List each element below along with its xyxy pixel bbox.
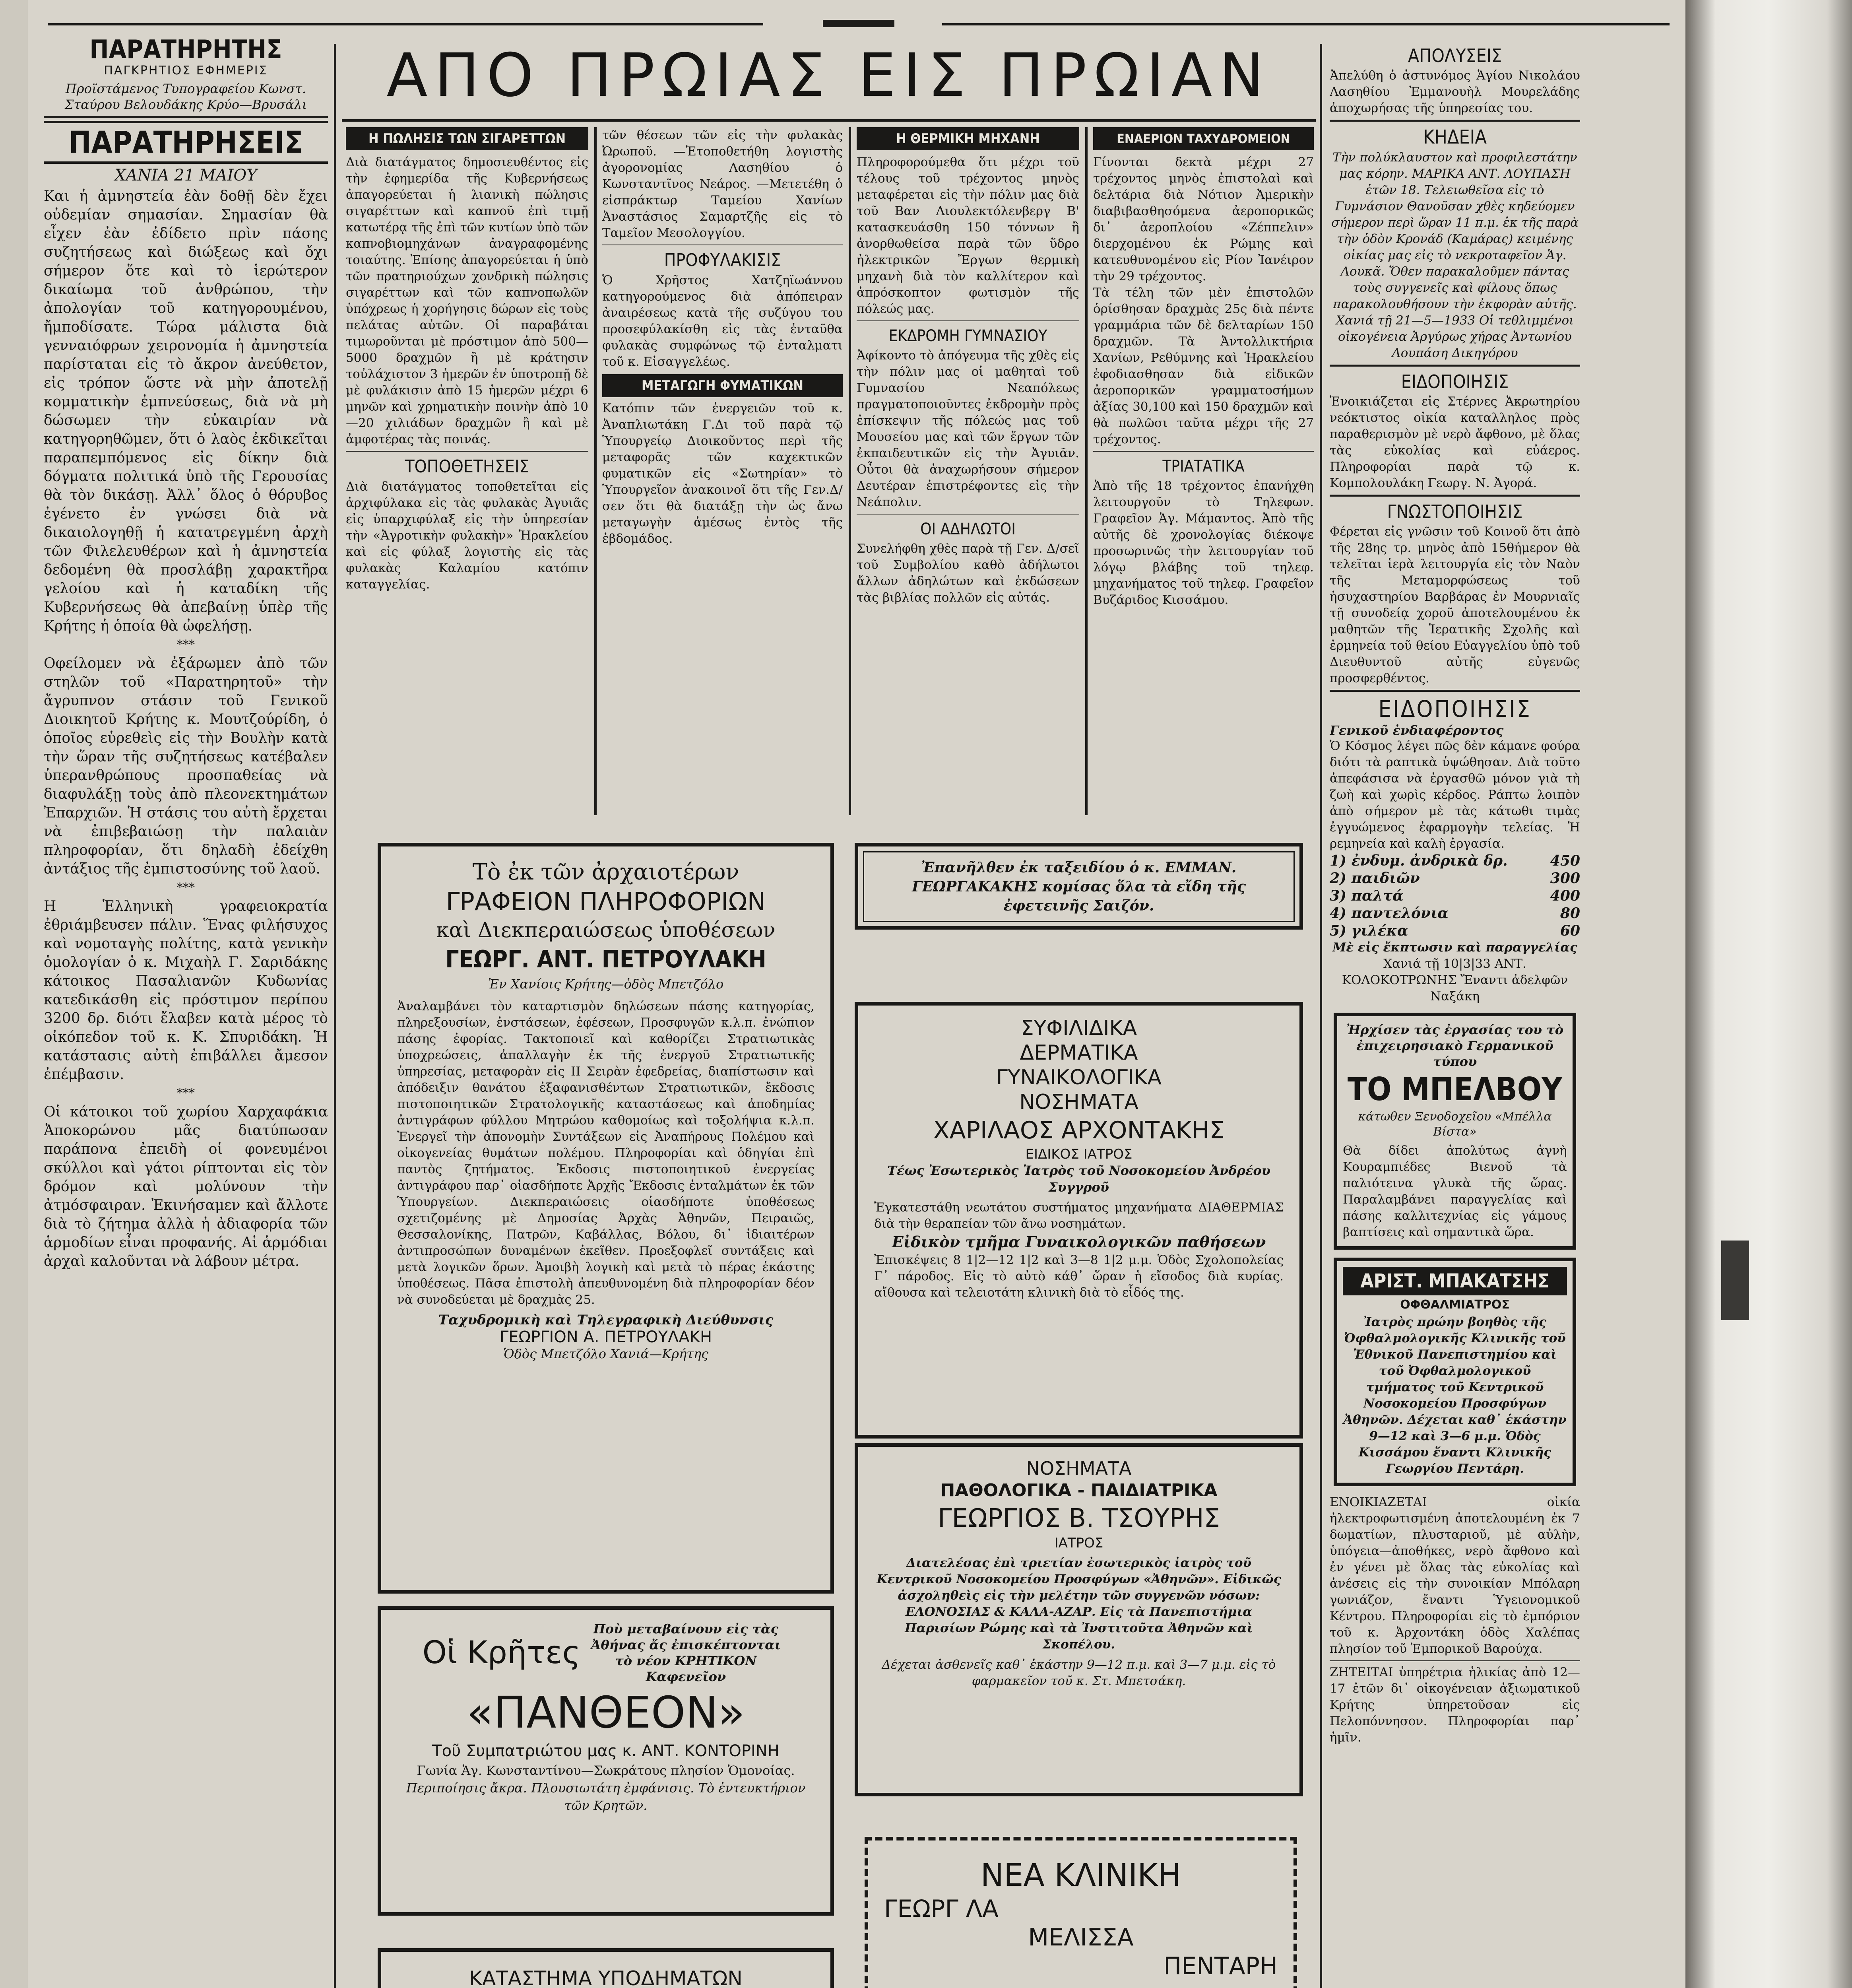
price-item: 4) παντελόνια (1330, 905, 1449, 922)
price-value: 60 (1560, 922, 1580, 939)
article-body: Ἀπελύθη ὁ ἀστυνόμος Ἁγίου Νικολάου Λασηθίου Ἐμμανουὴλ Μουρελάδης ἀποχωρήσας τῆς ὑπηρεσίας του. (1330, 68, 1580, 115)
section-heading: ΠΑΡΑΤΗΡΗΣΕΙΣ (44, 121, 328, 164)
binding-spine (1685, 0, 1852, 1988)
ad-tsouris: ΝΟΣΗΜΑΤΑ ΠΑΘΟΛΟΓΙΚΑ - ΠΑΙΔΙΑΤΡΙΚΑ ΓΕΩΡΓΙΟΣ Β. ΤΣΟΥΡΗΣ ΙΑΤΡΟΣ Διατελέσας ἐπὶ τριετίαν ἐσωτερικὸς ἰατρὸς τοῦ Κεντρικοῦ Νοσοκομείου Προσφύγων «Ἀθηνῶν». Εἰδικῶς ἀσχοληθεὶς εἰς τὴν μελέτην τῶν συγγενῶν νόσων: ΕΛΟΝΟΣΙΑΣ & ΚΑΛΑ-ΑΖΑΡ. Εἰς τὰ Πανεπιστήμια Παρισίων Ρώμης καὶ τὰ Ἰνστιτοῦτα Ἀθηνῶν καὶ Σκοπέλου. Δέχεται ἀσθενεῖς καθ᾽ ἑκάστην 9—12 π.μ. καὶ 3—7 μ.μ. εἰς τὸ φαρμακεῖον τοῦ κ. Στ. Μπετσάκη. (855, 1443, 1303, 1796)
ad-belvou: Ἠρχίσεν τὰς ἐργασίας του τὸ ἐπιχειρησιακὸ Γερμανικοῦ τύπου ΤΟ ΜΠΕΛΒΟΥ κάτωθεν Ξενοδοχεῖου «Μπέλλα Βίστα» Θὰ δίδει ἀπολύτως ἁγνὴ Κουραμπιέδες Βιενοῦ τὰ παλιότεινα γλυκὰ τῆς ὥρας. Παραλαμβάνει παραγγελίας καὶ πάσης καλλιτεχνίας εἰς γάμους βαπτίσεις καὶ σημαντικὰ ὥρα. (1334, 1013, 1576, 1250)
article-heading: ΠΡΟΦΥΛΑΚΙΣΙΣ (664, 250, 781, 270)
article-body: Ἐνοικιάζεται εἰς Στέρνες Ἀκρωτηρίου νεόκτιστος οἰκία καταλληλος πρὸς παραθερισμὸν μὲ νερὸ ἄφθονο, μὲ ὅλας τὰς εὐκολίας καὶ εὐάερος. Πληροφορίαι παρὰ τῷ κ. Κομπολουλάκη Γεωργ. Ν. Ἀγορά. (1330, 394, 1580, 490)
article-body: Ὁ Κόσμος λέγει πῶς δὲν κάμανε φούρα διότι τὰ ραπτικὰ ὑψώθησαν. Διὰ τοῦτο ἀπεφάσισα νὰ ἐργασθῶ μόνον γιὰ τὴ ζωὴ καὶ χωρὶς κέρδος. Ράπτω λοιπὸν ἀπὸ σήμερον μὲ τὰς κάτωθι τιμὰς ἐγγυώμενος ἐφαρμογὴν τελείας. Ἡ ρεμηνεία καὶ καλὴ ἐργασία. (1330, 739, 1580, 851)
ad-lymperakis: ΚΑΤΑΣΤΗΜΑ ΥΠΟΔΗΜΑΤΩΝ (378, 1948, 834, 1988)
article-body: Φέρεται εἰς γνῶσιν τοῦ Κοινοῦ ὅτι ἀπὸ τῆς 28ης τρ. μηνὸς ἀπὸ 15θήμερον θὰ τελεῖται ἱερὰ λειτουργία εἰς τὸν Ναὸν τῆς Μεταμορφώσεως τοῦ ἡσυχαστηρίου Βαρβάρας ἐν Μουρνιαῖς τῇ συνοδείᾳ χοροῦ ἀποτελουμένου ἐκ μαθητῶν τῆς Ἱερατικῆς Σχολῆς καὶ ἐρμηνεία τοῦ θείου Εὐαγγελίου ὑπὸ τοῦ Διευθυντοῦ αὐτῆς εὐγενῶς προσφερθέντος. (1330, 524, 1580, 685)
ad-archontakis: ΣΥΦΙΛΙΔΙΚΑ ΔΕΡΜΑΤΙΚΑ ΓΥΝΑΙΚΟΛΟΓΙΚΑ ΝΟΣΗΜΑΤΑ ΧΑΡΙΛΑΟΣ ΑΡΧΟΝΤΑΚΗΣ ΕΙΔΙΚΟΣ ΙΑΤΡΟΣ Τέως Ἐσωτερικὸς Ἰατρὸς τοῦ Νοσοκομείου Ἀνδρέου Συγγροῦ Ἐγκατεστάθη νεωτάτου συστήματος μηχανήματα ΔΙΑΘΕΡΜΙΑΣ διὰ τὴν θεραπείαν τῶν ἄνω νοσημάτων. Εἰδικὸν τμῆμα Γυναικολογικῶν παθήσεων Ἐπισκέψεις 8 1|2—12 1|2 καὶ 3—8 1|2 μ.μ. Ὁδὸς Σχολοπολείας Γ᾽ πάροδος. Εἰς τὸ αὐτὸ κάθ᾽ ὥραν ἡ εἴσοδος διὰ κυρίας. αἴθουσα καὶ τελειοτάτη κλινικὴ διὰ τὸ εἶδός της. (855, 1002, 1303, 1439)
price-value: 400 (1550, 887, 1580, 904)
ad-bakatsis: ΑΡΙΣΤ. ΜΠΑΚΑΤΣΗΣ ΟΦΘΑΛΜΙΑΤΡΟΣ Ἰατρὸς πρώην βοηθὸς τῆς Ὀφθαλμολογικῆς Κλινικῆς τοῦ Ἐθνικοῦ Πανεπιστημίου καὶ τοῦ Ὀφθαλμολογικοῦ τμήματος τοῦ Κεντρικοῦ Νοσοκομείου Προσφύγων Ἀθηνῶν. Δέχεται καθ᾽ ἑκάστην 9—12 καὶ 3—6 μ.μ. Ὁδὸς Κισσάμου ἔναντι Κλινικῆς Γεωργίου Πεντάρη. (1334, 1258, 1576, 1486)
paper-name: ΠΑΡΑΤΗΡΗΤΗΣ (89, 36, 282, 64)
column-6 (1330, 44, 1580, 1988)
column-2 (346, 127, 588, 819)
article-heading: ΜΕΤΑΓΩΓΗ ΦΥΜΑΤΙΚΩΝ (602, 374, 843, 397)
top-rule (48, 16, 1670, 32)
article-heading: ΕΝΑΕΡΙΟΝ ΤΑΧΥΔΡΟΜΕΙΟΝ (1093, 127, 1314, 150)
ad-pantheon: Οἱ Κρῆτες Ποὺ μεταβαίνουν εἰς τὰς Ἀθήνας ἄς ἐπισκέπτονται τὸ νέον ΚΡΗΤΙΚΟΝ Καφενεῖον «ΠΑΝΘΕΟΝ» Τοῦ Συμπατριώτου μας κ. ΑΝΤ. ΚΟΝΤΟΡΙΝΗ Γωνία Ἁγ. Κωνσταντίνου—Σωκράτους πλησίον Ὁμονοίας. Περιποίησις ἄκρα. Πλουσιωτάτη ἐμφάνισις. Τὸ ἐντευκτήριον τῶν Κρητῶν. (378, 1606, 834, 1916)
column-rule (334, 44, 336, 1988)
article-body: Μὲ εἰς ἔκπτωσιν καὶ παραγγελίας (1332, 940, 1577, 955)
article-body: Ἀπὸ τῆς 18 τρέχοντος ἐπανήχθη λειτουργοῦν τὸ Τηλεφων. Γραφεῖον Ἁγ. Μάμαντος. Ἀπὸ τῆς αὐτῆς δὲ χρονολογίας διέκοψε προσωρινῶς τὴν λειτουργίαν τοῦ λόγῳ βλάβης τοῦ τηλεφ. μηχανήματος τοῦ τηλεφ. Γραφεῖον Βυζάριδος Κισσάμου. (1093, 479, 1314, 607)
article-body: Οἱ κάτοικοι τοῦ χωρίου Χαρχαφάκια Ἀποκορώνου μᾶς διατύπωσαν παράπονα ἐπειδὴ οἱ φονευμένοι σκύλλοι καὶ γάτοι ρίπτονται εἰς τὸν δρόμον καὶ μολύνουν τὴν ἀτμόσφαιραν. Ἐκινήσαμεν καὶ ἄλλοτε διὰ τὸ ζήτημα ἀλλὰ ἡ ἀδιαφορία τῶν ἁρμοδίων εἶναι προφανής. Αἱ ἁρμόδιαι ἀρχαὶ καλοῦνται νὰ λάβουν μέτρα. (44, 1104, 328, 1270)
article-heading: ΕΚΔΡΟΜΗ ΓΥΜΝΑΣΙΟΥ (888, 327, 1047, 345)
article-body: ΖΗΤΕΙΤΑΙ ὑπηρέτρια ἡλικίας ἀπὸ 12—17 ἐτῶν δι᾽ οἰκογένειαν ἀξιωματικοῦ Κρήτης ὑπηρετοῦσαν εἰς Πελοπόννησον. Πληροφορίαι παρ᾽ ἡμῖν. (1330, 1665, 1580, 1745)
ad-nea-kliniki: ΝΕΑ ΚΛΙΝΙΚΗ ΓΕΩΡΓ ΛΑ ΜΕΛΙΣΣΑ ΠΕΝΤΑΡΗ (865, 1837, 1297, 1988)
ad-petroulakis: Τὸ ἐκ τῶν ἀρχαιοτέρων ΓΡΑΦΕΙΟΝ ΠΛΗΡΟΦΟΡΙΩΝ καὶ Διεκπεραιώσεως ὑποθέσεων ΓΕΩΡΓ. ΑΝΤ. ΠΕΤΡΟΥΛΑΚΗ Ἐν Χανίοις Κρήτης—ὁδὸς Μπετζόλο Ἀναλαμβάνει τὸν καταρτισμὸν δηλώσεων πάσης κατηγορίας, πληρεξουσίων, ἐνστάσεων, ἐφέσεων, Προσφυγῶν κ.λ.π. ἐνώπιον πάσης ἐφορίας. Τακτοποιεῖ καὶ καθορίζει Στρατιωτικὰς ὑποχρεώσεις, ἀπαλλαγὴν ἐκ τῆς ἐνεργοῦ Στρατιωτικῆς ὑπηρεσίας, μεταφορὰν εἰς ΙΙ Σειρὰν ἐφεδρείας, διαπίστωσιν καὶ ἀπόδειξιν θανάτου ἐξαφανισθέντων Στρατιωτικῶν, ἔκδοσις πιστοποιητικῶν Στρατολογικῆς καταστάσεως καὶ ἀποδημίας ἀντιγράφων φύλλου Μητρώου καθομοίως καὶ τοξολήψια κ.λ.π. Ἐνεργεῖ τὴν ἀπονομὴν Συντάξεων εἰς Ἀναπήρους Πολέμου καὶ οἰκογενείας θυμάτων πολέμου. Πληροφορίαι καὶ ὁδηγίαι ἐπὶ παντὸς ζητήματος. Ἐκδοσις πιστοποιητικοῦ ἐνεργείας ἀντιγράφου παρ᾽ οἱασδήποτε Ἀρχῆς Ἔκδοσις ἐνταλμάτων ἐκ τῶν Ὑπουργείων. Διεκπεραιώσεις οἱασδήποτε ὑποθέσεως σχετιζομένης μὲ Δημοσίας Ἀρχὰς Ἀθηνῶν, Πειραιῶς, Θεσσαλονίκης, Πατρῶν, Καβάλλας, Βόλου, δι᾽ ἰδιαιτέρων ἀντιπροσώπων δυναμένων ἐκεῖθεν. Προεξοφλεῖ συντάξεις καὶ μετὰ λογικῶν ὅρων. Ἀμοιβὴ λογικὴ καὶ μετὰ τὸ πέρας ἑκάστης ὑποθέσεως. Πᾶσα ἐπιστολὴ ἀπευθυνομένη διὰ πληροφορίαν δέον νὰ συνοδεύεται μὲ δραχμὰς 25. Ταχυδρομικὴ καὶ Τηλεγραφικὴ Διεύθυνσις ΓΕΩΡΓΙΟΝ Α. ΠΕΤΡΟΥΛΑΚΗ Ὁδὸς Μπετζόλο Χανιά—Κρήτης (378, 843, 834, 1594)
article-body: Οφείλομεν νὰ ἐξάρωμεν ἀπὸ τῶν στηλῶν τοῦ «Παρατηρητοῦ» τὴν ἄγρυπνον στάσιν τοῦ Γενικοῦ Διοικητοῦ Κρήτης κ. Μουτζούρίδη, ὁ ὁποῖος εὑρεθεὶς εἰς τὴν Βουλὴν κατὰ τὴν ὥραν τῆς συζητήσεως κατέβαλεν ὑπερανθρώπους προσπαθείας νὰ διαφυλάξῃ τοὺς ἀπὸ πλεονεκτημάτων Ἐπαρχιῶν. Ἡ στάσις του αὐτὴ ἔρχεται νὰ ἐπιβεβαιώσῃ τὴν παλαιὰν πληροφορίαν, ὅτι δηλαδὴ ἐδείχθη ἀντάξιος τῆς ἐμπιστοσύνης τοῦ λαοῦ. (44, 655, 328, 877)
column-3 (602, 127, 843, 819)
article-subheading: Γενικοῦ ἐνδιαφέροντος (1330, 723, 1504, 738)
price-item: 5) γιλέκα (1330, 922, 1408, 939)
price-value: 300 (1550, 870, 1580, 887)
article-body: Συνελήφθη χθὲς παρὰ τῇ Γεν. Δ/σεῖ τοῦ Συμβολίου καθὸ ἀδήλωτοι ἄλλων ἀδηλώτων καὶ ἐκδώσεων τὰς βιβλίας πολλῶν εἰς αὐτάς. (857, 542, 1079, 605)
price-value: 450 (1550, 852, 1580, 869)
price-list (1330, 852, 1580, 940)
article-body: Διὰ διατάγματος τοποθετεῖται εἰς ἀρχιφύλακα εἰς τὰς φυλακὰς Ἀγυιᾶς εἰς ὑπαρχιφύλαξ εἰς τὴν ὑπηρεσίαν τὴν «Ἀγροτικὴν φυλακὴν» Ἡρακλείου καὶ εἰς φύλαξ λογιστὴς εἰς τὰς φυλακὰς Καλαμίου κατόπιν καταγγελίας. (346, 480, 588, 592)
article-heading: ΚΗΔΕΙΑ (1423, 126, 1487, 148)
paper-staff: Προϊστάμενος Τυπογραφείου Κωνστ. Σταύρου Βελουδάκης Κρύο—Βρυσάλι (64, 81, 307, 112)
article-body: Γίνονται δεκτὰ μέχρι 27 τρέχοντος μηνὸς ἐπιστολαὶ καὶ δελτάρια διὰ Νότιον Ἀμερικὴν διαβιβασθησόμενα ἀεροπορικῶς δι᾽ ἀεροπλοίου «Ζέππελιν» διερχομένου ἐκ Ρώμης καὶ κατευθυνομένου εἰς Ρίον Ἰανέιρον τὴν 29 τρέχοντος. (1093, 155, 1314, 283)
article-body: Ἀφίκοντο τὸ ἀπόγευμα τῆς χθὲς εἰς τὴν πόλιν μας οἱ μαθηταὶ τοῦ Γυμνασίου Νεαπόλεως πραγματοποιοῦντες ἐκδρομὴν πρὸς ἐπίσκεψιν τῆς πόλεώς μας τοῦ Μουσείου μας καὶ τῶν ἔργων τῶν ἐκπαιδευτικῶν εἰς τὴν Ἀγυιᾶν. Οὗτοι θὰ ἀναχωρήσουν σήμερον Δευτέραν ἐπιστρέφοντες εἰς τὴν Νεάπολιν. (857, 348, 1079, 509)
price-value: 80 (1560, 905, 1580, 922)
article-body: Διὰ διατάγματος δημοσιευθέντος εἰς τὴν ἐφημερίδα τῆς Κυβερνήσεως ἀπαγορεύεται ἡ λιανικὴ πώλησις σιγαρέττων καὶ καπνοῦ ἐπὶ τιμῇ κατωτέρᾳ τῆς ἐπὶ τῶν κυτίων ὑπὸ τῶν καπνοβιομηχάνων ἀναγραφομένης τοιαύτης. Ἐπίσης ἀπαγορεύεται ἡ ὑπὸ τῶν πρατηριούχων χονδρικὴ πώλησις σιγαρέττων καὶ τῶν καπνοπωλῶν ὑπόχρεως ἡ χορήγησις δώρων εἰς τοὺς πελάτας αὐτῶν. Οἱ παραβάται τιμωροῦνται μὲ πρόστιμον ἀπὸ 500—5000 δραχμῶν ἢ μὲ κράτησιν τοὐλάχιστον 3 ἡμερῶν ἐν ὑποτροπῇ δὲ μὲ φυλάκισιν ἀπὸ 15 ἡμερῶν μέχρι 6 μηνῶν καὶ χρηματικὴν ποινὴν ἀπὸ 10—20 χιλιάδων δραχμῶν ἢ καὶ μὲ ἀμφοτέρας τὰς ποινάς. (346, 155, 588, 447)
column-1: ΠΑΡΑΤΗΡΗΤΗΣ ΠΑΓΚΡΗΤΙΟΣ ΕΦΗΜΕΡΙΣ Προϊστάμενος Τυπογραφείου Κωνστ. Σταύρου Βελουδάκης Κρύο—Βρυσάλι ΠΑΡΑΤΗΡΗΣΕΙΣ ΧΑΝΙΑ 21 ΜΑΙΟΥ Και ἡ ἀμνηστεία ἐὰν δοθῇ δὲν ἔχει οὐδεμίαν σημασίαν. Σημασίαν θὰ εἶχεν ἐὰν ἐδίδετο πρὶν πάσης συζητήσεως καὶ διώξεως καὶ ὄχι σήμερον ὅτε καὶ τὸ ἱερώτερον δικαίωμα τοῦ ἀνθρώπου, τὴν ἀπολογίαν τοῦ κατηγορουμένου, ἤμποδίσατε. Τώρα μάλιστα διὰ γενναιόφρων χειρονομία ἡ ἀμνηστεία παρίσταται εἰς τὸ ἄκρον ἀνεύθετον, εἰς τρόπον ὥστε νὰ μὴν ἀποτελῇ κομματικὴν ἐμπνεύσεως, διὰ νὰ μὴ δώσωμεν τὴν εὐκαιρίαν νὰ κατηγορηθῶμεν, ὅτι ὁ λαὸς ἐκδικεῖται παραπεμπόμενος εἰς δίκην διὰ δόγματα πολιτικά ὑπὸ τῆς Γερουσίας θὰ τὸν δικάσῃ. Ἀλλ᾽ ὅλος ὁ θόρυβος ἐγένετο ἐν γνώσει διὰ νὰ δικαιολογηθῇ ἡ κατατρεγμένη ἀρχὴ τῶν Φιλελευθέρων καὶ ἡ ἀμνηστεία δεδομένη θὰ προσλάβῃ χαρακτῆρα γελοίου καὶ ἡ καταδίκη τῆς Κυβερνήσεως θὰ ἀπεβαίνῃ ὑπὲρ τῆς Κρήτης ἡ ὁποία θὰ ὠφελήσῃ. *** Οφείλομεν νὰ ἐξάρωμεν ἀπὸ τῶν στηλῶν τοῦ «Παρατηρητοῦ» τὴν ἄγρυπνον στάσιν τοῦ Γενικοῦ Διοικητοῦ Κρήτης κ. Μουτζούρίδη, ὁ ὁποῖος εὑρεθεὶς εἰς τὴν Βουλὴν κατὰ τὴν ὥραν τῆς συζητήσεως κατέβαλεν ὑπερανθρώπους προσπαθείας νὰ διαφυλάξῃ τοὺς ἀπὸ πλεονεκτημάτων Ἐπαρχιῶν. Ἡ στάσις του αὐτὴ ἔρχεται νὰ ἐπιβεβαιώσῃ τὴν παλαιὰν πληροφορίαν, ὅτι δηλαδὴ ἐδείχθη ἀντάξιος τῆς ἐμπιστοσύνης τοῦ λαοῦ. *** Η Ἑλληνικὴ γραφειοκρατία ἐθριάμβευσεν πάλιν. Ἕνας φιλήσυχος καὶ νομοταγὴς πολίτης, κατὰ γενικὴν ὁμολογίαν ὁ κ. Μιχαὴλ Γ. Σαριδάκης κάτοικος Πασαλιανῶν Κυδωνίας κατεδικάσθη εἰς πρόστιμον περίπου 3200 δρ. διότι ἔλαβεν κατὰ μέρος τὸ οἰκόπεδον τοῦ κ. Κ. Σπυριδάκη. Ἡ κατάστασις αὐτὴ ἐπιβάλλει ἄμεσον ἐπέμβασιν. *** Οἱ κάτοικοι τοῦ χωρίου Χαρχαφάκια Ἀποκορώνου μᾶς διατύπωσαν παράπονα ἐπειδὴ οἱ φονευμένοι σκύλλοι καὶ γάτοι ρίπτονται εἰς τὸν δρόμον καὶ μολύνουν τὴν ἀτμόσφαιραν. Ἐκινήσαμεν καὶ ἄλλοτε διὰ τὸ ζήτημα ἀλλὰ ἡ ἀδιαφορία τῶν ἁρμοδίων εἶναι προφανής. Αἱ ἁρμόδιαι ἀρχαὶ καλοῦνται νὰ λάβουν μέτρα. (44, 36, 328, 1988)
article-heading: ΑΠΟΛΥΣΕΙΣ (1408, 45, 1502, 66)
article-heading: ΕΙΔΟΠΟΙΗΣΙΣ (1378, 695, 1532, 722)
left-margin-strip (0, 0, 28, 1988)
price-item: 1) ἐνδυμ. ἀνδρικὰ δρ. (1330, 852, 1508, 869)
column-4 (857, 127, 1079, 819)
article-body: Και ἡ ἀμνηστεία ἐὰν δοθῇ δὲν ἔχει οὐδεμίαν σημασίαν. Σημασίαν θὰ εἶχεν ἐὰν ἐδίδετο πρὶν πάσης συζητήσεως καὶ διώξεως καὶ ὄχι σήμερον ὅτε καὶ τὸ ἱερώτερον δικαίωμα τοῦ ἀνθρώπου, τὴν ἀπολογίαν τοῦ κατηγορουμένου, ἤμποδίσατε. Τώρα μάλιστα διὰ γενναιόφρων χειρονομία ἡ ἀμνηστεία παρίσταται εἰς τὸ ἄκρον ἀνεύθετον, εἰς τρόπον ὥστε νὰ μὴν ἀποτελῇ κομματικὴν ἐμπνεύσεως, διὰ νὰ μὴ δώσωμεν τὴν εὐκαιρίαν νὰ κατηγορηθῶμεν, ὅτι ὁ λαὸς ἐκδικεῖται παραπεμπόμενος εἰς δίκην διὰ δόγματα πολιτικά ὑπὸ τῆς Γερουσίας θὰ τὸν δικάσῃ. Ἀλλ᾽ ὅλος ὁ θόρυβος ἐγένετο ἐν γνώσει διὰ νὰ δικαιολογηθῇ ἡ κατατρεγμένη ἀρχὴ τῶν Φιλελευθέρων καὶ ἡ ἀμνηστεία δεδομένη θὰ προσλάβῃ χαρακτῆρα γελοίου καὶ ἡ καταδίκη τῆς Κυβερνήσεως θὰ ἀπεβαίνῃ ὑπὲρ τῆς Κρήτης ἡ ὁποία θὰ ὠφελήσῃ. (44, 188, 328, 634)
price-row (1330, 905, 1580, 922)
article-heading: ΤΟΠΟΘΕΤΗΣΕΙΣ (405, 456, 529, 477)
article-heading: ΤΡΙΑΤΑΤΙΚΑ (1162, 457, 1245, 476)
price-row (1330, 922, 1580, 940)
article-body: Τὰ τέλη τῶν μὲν ἐπιστολῶν ὁρίσθησαν δραχμὰς 25ς διὰ πέντε γραμμάρια τῶν δὲ δελταρίων 150 δραχμῶν. Τὰ Ἀντολλικτήρια Χανίων, Ρεθύμνης καὶ Ἡρακλείου ἐφοδιασθησαν διὰ εἰδικῶν ἀεροπορικῶν γραμματοσήμων ἀξίας 30,100 καὶ 150 δραχμῶν καὶ θὰ πωλῶσι ταῦτα μέχρι τῆς 27 τρέχοντος. (1093, 285, 1314, 447)
article-heading: Η ΘΕΡΜΙΚΗ ΜΗΧΑΝΗ (857, 127, 1079, 150)
article-body: Κατόπιν τῶν ἐνεργειῶν τοῦ κ. Ἀναπλιωτάκη Γ.Δι τοῦ παρὰ τῷ Ὑπουργείῳ Διοικοῦντος περὶ τῆς μεταφορᾶς τῶν καχεκτικῶν φυματικῶν εἰς «Σωτηρίαν» τὸ Ὑπουργεῖον ἀνακοινοῖ ὅτι τῆς Γεν.Δ/σεν ὅτι θὰ διατάξῃ τὴν ὡς ἄνω μεταγωγὴν ἀμέσως ἐντὸς τῆς ἑβδομάδος. (602, 401, 843, 546)
signature: Χανιά τῇ 21—5—1933 Οἱ τεθλιμμένοι οἰκογένεια Ἀργύρως χήρας Ἀντωνίου Λουπάση Δικηγόρου (1336, 313, 1574, 360)
article-heading: ΕΙΔΟΠΟΙΗΣΙΣ (1401, 371, 1509, 392)
article-heading: ΟΙ ΑΔΗΛΩΤΟΙ (920, 520, 1016, 538)
ad-georgakakis: Ἐπανῆλθεν ἐκ ταξειδίου ὁ κ. ΕΜΜΑΝ. ΓΕΩΡΓΑΚΑΚΗΣ κομίσας ὅλα τὰ εἴδη τῆς ἐφετεινῆς Σαιζόν. (855, 843, 1303, 930)
dateline: ΧΑΝΙΑ 21 ΜΑΙΟΥ (114, 166, 257, 184)
paper-tagline: ΠΑΓΚΡΗΤΙΟΣ ΕΦΗΜΕΡΙΣ (104, 64, 268, 78)
article-body: ΕΝΟΙΚΙΑΖΕΤΑΙ οἰκία ἠλεκτροφωτισμένη ἀποτελουμένη ἐκ 7 δωματίων, πλυσταριοῦ, μὲ αὐλὴν, ὑπόγεια—ἀποθήκες, νερὸ ἄφθονο καὶ ἐν γένει μὲ ὅλας τὰς εὐκολίας καὶ ἀνέσεις εἰς τὴν συνοικίαν Μπόλαρη γωνιάζον, ἔναντι Ὑγειονομικοῦ Κέντρου. Πληροφορίαι εἰς τὸ ἐμπόριον τοῦ κ. Ἀρχοντάκη ὁδὸς Χαλέπας πλησίον τοῦ Ἐμπορικοῦ Βαρούχα. (1330, 1495, 1580, 1656)
column-rule (594, 127, 597, 815)
price-item: 3) παλτά (1330, 887, 1404, 904)
article-body: Ὁ Χρῆστος Χατζηϊωάννου κατηγορούμενος διὰ ἀπόπειραν ἀναιρέσεως κατὰ τῆς συζύγου του προσεφύλακίσθη εἰς τὰς ἐνταῦθα φυλακὰς συμφώνως τῷ ἐνταλματι τοῦ κ. Εἰσαγγελέως. (602, 273, 843, 369)
column-5 (1093, 127, 1314, 819)
price-row (1330, 887, 1580, 905)
column-rule (849, 127, 851, 815)
column-rule (1320, 44, 1322, 1988)
column-rule (1085, 127, 1088, 815)
article-body: τῶν θέσεων τῶν εἰς τὴν φυλακὰς Ὠρωποῦ. —Ἐτοποθετήθη λογιστὴς ἀγορονομίας Λασηθίου ὁ Κωνσταντῖνος Νεάρος. —Μετετέθη ὁ εἰσπράκτωρ Ταμείου Χανίων Ἀναστάσιος Σαμαρτζῆς εἰς τὸ Ταμεῖον Μεσολογγίου. (602, 128, 843, 240)
article-body: Πληροφορούμεθα ὅτι μέχρι τοῦ τέλους τοῦ τρέχοντος μηνὸς μεταφέρεται εἰς τὴν πόλιν μας διὰ τοῦ Βαν Λιουλεκτόλενβεργ Β' κατασκευάσθη 150 τόννων ἢ ἀνορθωθείσα παρὰ τῶν ὕδρο ἠλεκτρικῶν Ἔργων θερμικὴ μηχανὴ διὰ τὸν καλλίτερον καὶ ἀπρόσκοπτον φωτισμὸν τῆς πόλεώς μας. (857, 155, 1079, 316)
article-heading: ΓΝΩΣΤΟΠΟΙΗΣΙΣ (1387, 501, 1523, 522)
signature: Χανιά τῇ 10|3|33 ΑΝΤ. ΚΟΛΟΚΟΤΡΩΝΗΣ Ἔναντι ἀδελφῶν Ναξάκη (1342, 957, 1568, 1004)
price-item: 2) παιδιῶν (1330, 870, 1420, 887)
article-body: Η Ἑλληνικὴ γραφειοκρατία ἐθριάμβευσεν πάλιν. Ἕνας φιλήσυχος καὶ νομοταγὴς πολίτης, κατὰ γενικὴν ὁμολογίαν ὁ κ. Μιχαὴλ Γ. Σαριδάκης κάτοικος Πασαλιανῶν Κυδωνίας κατεδικάσθη εἰς πρόστιμον περίπου 3200 δρ. διότι ἔλαβεν κατὰ μέρος τὸ οἰκόπεδον τοῦ κ. Κ. Σπυριδάκη. Ἡ κατάστασις αὐτὴ ἐπιβάλλει ἄμεσον ἐπέμβασιν. (44, 898, 328, 1083)
article-body: Τὴν πολύκλαυστον καὶ προφιλεστάτην μας κόρην. ΜΑΡΙΚΑ ΑΝΤ. ΛΟΥΠΑΣΗ ἐτῶν 18. Τελειωθεῖσα εἰς τὸ Γυμνάσιον Θανοῦσαν χθὲς κηδεύομεν σήμερον περὶ ὥραν 11 π.μ. ἐκ τῆς παρὰ τὴν ὁδὸν Κρονάδ (Καμάρας) κειμένης οἰκίας μας εἰς τὸ νεκροταφεῖον Ἁγ. Λουκᾶ. Ὅθεν παρακαλοῦμεν πάντας τοὺς συγγενεῖς καὶ φίλους ὅπως παρακολουθήσουν τὴν ἐκφορὰν αὐτῆς. (1331, 150, 1579, 311)
banner-title: ΑΠΟ ΠΡΩΙΑΣ ΕΙΣ ΠΡΩΙΑΝ (386, 41, 1271, 110)
price-row (1330, 852, 1580, 870)
price-row (1330, 870, 1580, 887)
binding-tab (1721, 1241, 1749, 1320)
banner (346, 36, 1312, 123)
article-heading: Η ΠΩΛΗΣΙΣ ΤΩΝ ΣΙΓΑΡΕΤΤΩΝ (346, 127, 588, 150)
